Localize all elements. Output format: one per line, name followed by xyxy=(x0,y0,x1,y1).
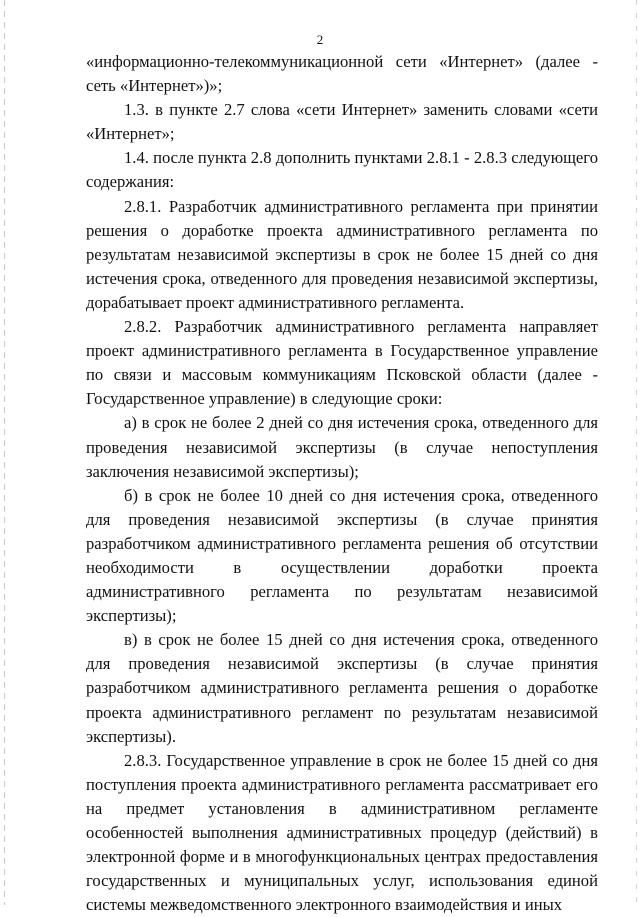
paragraph-item-a: а) в срок не более 2 дней со дня истечения срока, отведенного для проведения независимой экспертизы (в случае непоступления заключения независимой экспертизы); xyxy=(86,413,598,481)
paragraph-2-8-2: 2.8.2. Разработчик административного регламента направляет проект административного регламента в Государственное управление по связи и массовым коммуникациям Псковской области (далее - Государственное управление) в следующие сроки: xyxy=(86,317,598,409)
document-body xyxy=(86,50,598,917)
paragraph-1-4: 1.4. после пункта 2.8 дополнить пунктами 2.8.1 - 2.8.3 следующего содержания: xyxy=(86,148,598,192)
paragraph-1-3: 1.3. в пункте 2.7 слова «сети Интернет» заменить словами «сети «Интернет»; xyxy=(86,100,598,144)
paragraph-network-definition: «информационно-телекоммуникационной сети «Интернет» (далее - сеть «Интернет»)»; xyxy=(86,52,598,96)
scan-edge-left xyxy=(4,0,5,905)
paragraph-item-b: б) в срок не более 10 дней со дня истечения срока, отведенного для проведения независимой экспертизы (в случае принятия разработчиком административного регламента решения об отсутствии необходимости в осуществлении доработки проекта административного регламента по результатам независимой экспертизы); xyxy=(86,485,598,626)
paragraph-2-8-3: 2.8.3. Государственное управление в срок не более 15 дней со дня поступления проекта административного регламента рассматривает его на предмет установления в административном регламенте особенностей выполнения административных процедур (действий) в электронной форме и в многофункциональных центрах предоставления государственных и муниципальных услуг, использования единой системы межведомственного электронного взаимодействия и иных xyxy=(86,750,598,915)
paragraph-2-8-1: 2.8.1. Разработчик административного регламента при принятии решения о доработке проекта административного регламента по результатам независимой экспертизы в срок не более 15 дней со дня истечения срока, отведенного для проведения независимой экспертизы, дорабатывает проект административного регламента. xyxy=(86,196,598,312)
scan-edge-right xyxy=(636,0,637,905)
page-number: 2 xyxy=(316,32,324,47)
paragraph-item-v: в) в срок не более 15 дней со дня истечения срока, отведенного для проведения независимой экспертизы (в случае принятия разработчиком административного регламента решения о доработке проекта административного регламент по результатам независимой экспертизы). xyxy=(86,630,598,746)
